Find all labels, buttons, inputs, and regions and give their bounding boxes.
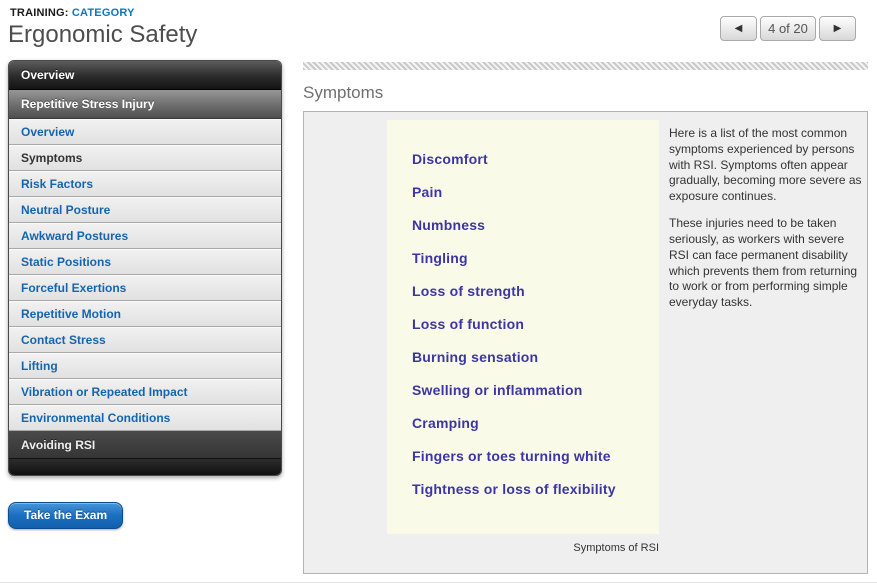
take-exam-button[interactable]: Take the Exam (8, 502, 123, 529)
page-navigator (720, 16, 856, 41)
symptom-item: Discomfort (412, 151, 488, 167)
sidebar-item-vibration-or-repeated-impact[interactable]: Vibration or Repeated Impact (9, 379, 281, 405)
page-count-indicator: 4 of 20 (760, 16, 816, 41)
sidebar-item-awkward-postures[interactable]: Awkward Postures (9, 223, 281, 249)
sidebar-item-neutral-posture[interactable]: Neutral Posture (9, 197, 281, 223)
symptom-item: Fingers or toes turning white (412, 448, 611, 464)
sidebar-item-risk-factors[interactable]: Risk Factors (9, 171, 281, 197)
next-page-button[interactable] (819, 16, 856, 41)
symptom-list (387, 120, 659, 514)
sidebar-item-overview[interactable]: Overview (9, 119, 281, 145)
breadcrumb (10, 7, 135, 19)
sidebar-item-repetitive-motion[interactable]: Repetitive Motion (9, 301, 281, 327)
lesson-paragraph: Here is a list of the most common symptoms experienced by persons with RSI. Symptoms often appear gradually, becoming more severe as exposure continues. (669, 126, 862, 204)
lesson-paragraph: These injuries need to be taken seriously, as workers with severe RSI can face permanent disability which prevents them from returning to work or from performing simple everyday tasks. (669, 216, 858, 310)
symptom-item: Loss of strength (412, 283, 525, 299)
lesson-text (669, 126, 863, 322)
symptom-item: Loss of function (412, 316, 525, 332)
sidebar-item-static-positions[interactable]: Static Positions (9, 249, 281, 275)
breadcrumb-category-link[interactable]: CATEGORY (71, 7, 135, 19)
sidebar-item-lifting[interactable]: Lifting (9, 353, 281, 379)
lesson-heading: Symptoms (303, 83, 384, 102)
sidebar-item-forceful-exertions[interactable]: Forceful Exertions (9, 275, 281, 301)
symptom-item: Cramping (412, 415, 479, 431)
symptom-item: Swelling or inflammation (412, 382, 583, 398)
sidebar-section-repetitive-stress-injury[interactable]: Repetitive Stress Injury (9, 90, 281, 119)
course-nav-sidebar (8, 60, 282, 476)
sidebar-footer-bar (9, 459, 281, 475)
symptom-item: Numbness (412, 217, 486, 233)
symptom-item: Burning sensation (412, 349, 539, 365)
sidebar-section-overview[interactable]: Overview (9, 61, 281, 90)
sidebar-item-symptoms[interactable]: Symptoms (9, 145, 281, 171)
footer-divider (0, 582, 877, 583)
prev-page-button[interactable] (720, 16, 757, 41)
sidebar-item-contact-stress[interactable]: Contact Stress (9, 327, 281, 353)
next-arrow-icon: ▶ (833, 23, 842, 34)
sidebar-section-avoiding-rsi[interactable]: Avoiding RSI (9, 431, 281, 459)
lesson-panel (303, 111, 868, 574)
symptom-item: Tingling (412, 250, 468, 266)
symptom-item: Tightness or loss of flexibility (412, 481, 616, 497)
breadcrumb-training-label: TRAINING: (10, 7, 69, 19)
page-title: Ergonomic Safety (8, 21, 198, 48)
sidebar-item-environmental-conditions[interactable]: Environmental Conditions (9, 405, 281, 431)
hatched-divider (303, 62, 868, 72)
prev-arrow-icon: ◀ (734, 23, 743, 34)
symptom-item: Pain (412, 184, 443, 200)
figure-caption: Symptoms of RSI (573, 542, 659, 554)
lesson-content (303, 62, 868, 574)
symptoms-figure (387, 120, 659, 534)
